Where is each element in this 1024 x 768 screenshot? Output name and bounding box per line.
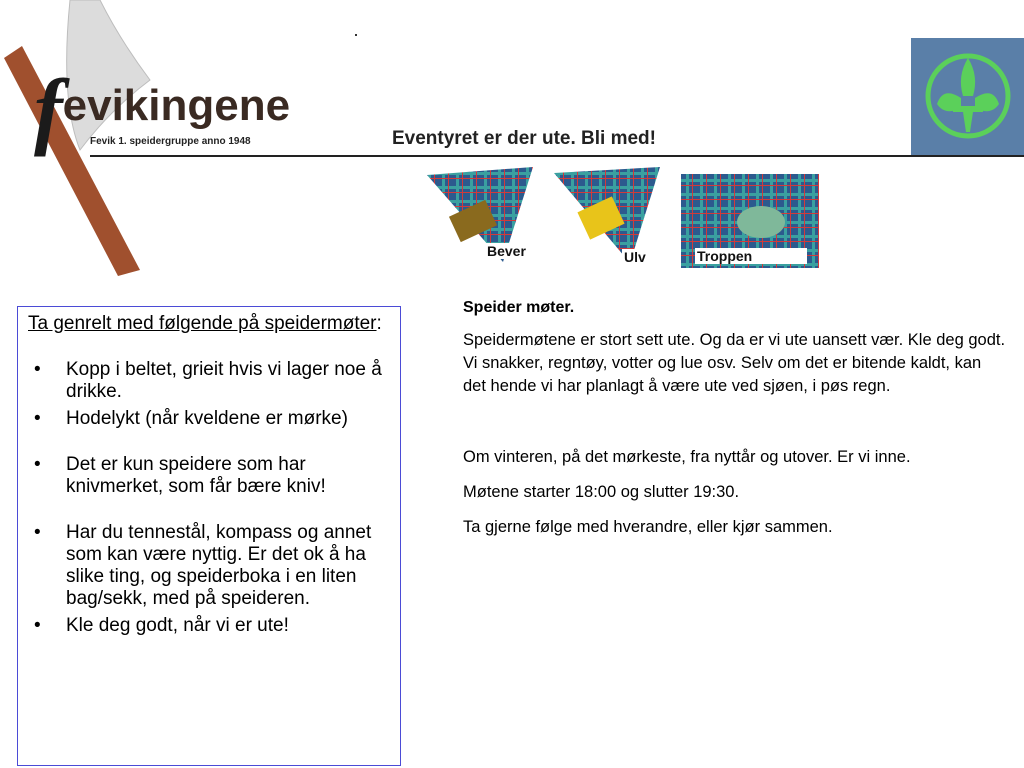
- packing-list-heading: Ta genrelt med følgende på speidermøter: [28, 313, 377, 334]
- badge-troppen: [681, 174, 819, 273]
- list-item: • Kopp i beltet, grieit hvis vi lager noe å drikke.: [28, 359, 393, 403]
- badge-bever: [423, 167, 538, 272]
- fleur-de-lis-icon: [923, 46, 1013, 146]
- badge-ulv: [552, 167, 662, 272]
- scout-emblem: [911, 38, 1024, 155]
- list-item: • Kle deg godt, når vi er ute!: [28, 615, 393, 637]
- badge-label: Troppen: [695, 248, 807, 264]
- list-item: • Det er kun speidere som har knivmerket, som får bære kniv!: [28, 454, 393, 498]
- badge-label: Ulv: [624, 249, 646, 265]
- packing-list-title: [28, 313, 388, 334]
- packing-list-box: [17, 306, 401, 766]
- list-item: • Har du tennestål, kompass og annet som kan være nyttig. Er det ok å ha slike ting, og speiderboka i en liten bag/sekk, med på speideren.: [28, 522, 393, 610]
- header-divider: [90, 155, 1024, 157]
- packing-list-heading-suffix: :: [376, 313, 382, 334]
- travel-note: Ta gjerne følge med hverandre, eller kjør sammen.: [463, 518, 833, 536]
- meetings-heading: Speider møter.: [463, 299, 575, 316]
- winter-paragraph: Om vinteren, på det mørkeste, fra nyttår og utover. Er vi inne.: [463, 448, 911, 466]
- logo-initial: f: [34, 61, 63, 157]
- logo-subtitle: Fevik 1. speidergruppe anno 1948: [90, 136, 251, 147]
- meeting-times: Møtene starter 18:00 og slutter 19:30.: [463, 483, 740, 501]
- logo-text: evikingene: [62, 81, 291, 130]
- slogan: Eventyret er der ute. Bli med!: [392, 128, 656, 149]
- list-item: • Hodelykt (når kveldene er mørke): [28, 408, 393, 430]
- decorative-dot: [355, 34, 357, 36]
- meetings-info: [463, 296, 1008, 539]
- packing-list: [28, 359, 393, 642]
- meetings-paragraph: Speidermøtene er stort sett ute. Og da er vi ute uansett vær. Kle deg godt. Vi snakker, regntøy, votter og lue osv. Selv om det er bitende kaldt, kan det hende vi har planlagt å være ute ved sjøen, i pøs regn.: [463, 331, 1006, 395]
- badge-label: Bever: [487, 243, 526, 259]
